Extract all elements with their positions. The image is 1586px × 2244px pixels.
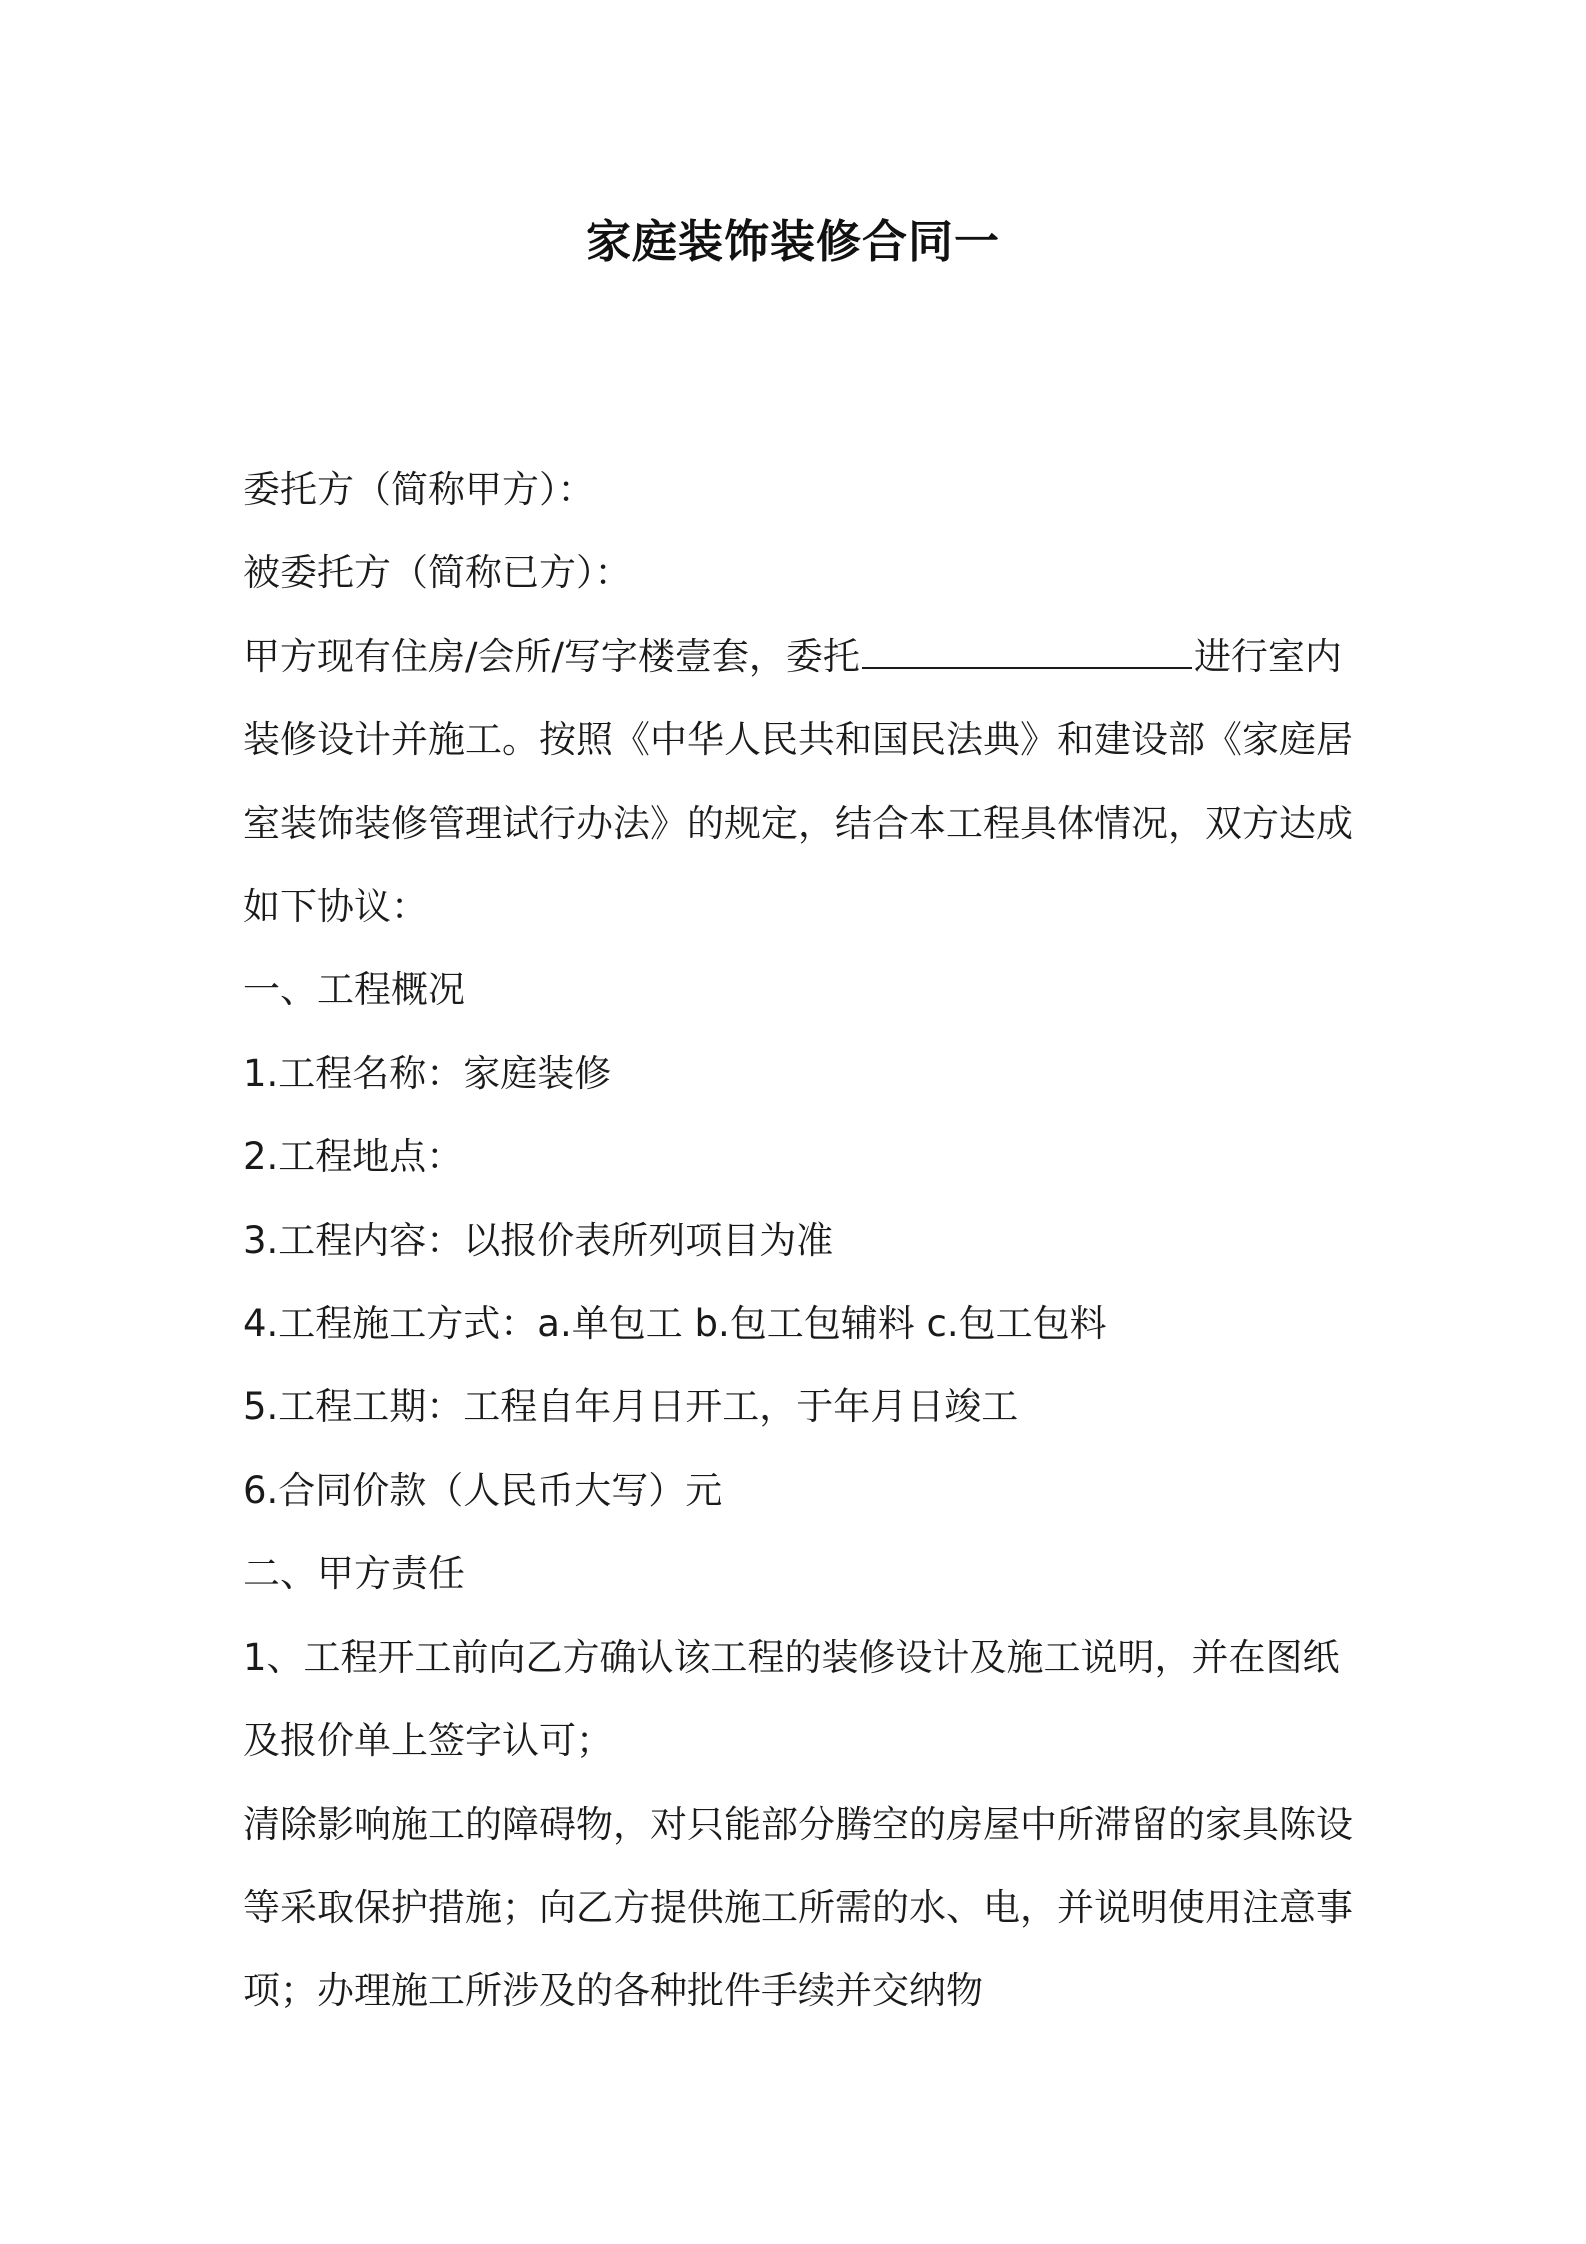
section-heading-party-a-duties: 二、甲方责任 [243,1552,465,1596]
clause-project-name: 1.工程名称：家庭装修 [243,1051,612,1095]
contractor-blank [862,637,1192,669]
clause-project-location: 2.工程地点： [243,1135,464,1179]
entrust-text-post: 进行室内 [1193,634,1342,678]
paragraph-line: 项；办理施工所涉及的各种批件手续并交纳物 [243,1969,983,2013]
clause-project-content: 3.工程内容：以报价表所列项目为准 [243,1218,834,1262]
clause-construction-method: 4.工程施工方式：a.单包工 b.包工包辅料 c.包工包料 [243,1302,1107,1346]
document-title: 家庭装饰装修合同一 [585,215,1000,268]
section-heading-overview: 一、工程概况 [243,968,465,1012]
party-a-line: 委托方（简称甲方）： [243,468,595,511]
paragraph-line: 如下协议： [243,885,428,929]
paragraph-line: 及报价单上签字认可； [243,1719,613,1763]
paragraph-line: 1、工程开工前向乙方确认该工程的装修设计及施工说明，并在图纸 [243,1635,1340,1679]
paragraph-line: 装修设计并施工。按照《中华人民共和国民法典》和建设部《家庭居 [243,718,1353,762]
entrust-text-pre: 甲方现有住房/会所/写字楼壹套，委托 [243,634,860,678]
clause-contract-price: 6.合同价款（人民币大写）元 [243,1468,723,1512]
party-b-line: 被委托方（简称已方）： [243,551,632,595]
contract-body [243,448,1355,2033]
clause-project-period: 5.工程工期：工程自年月日开工，于年月日竣工 [243,1385,1019,1429]
paragraph-line: 等采取保护措施；向乙方提供施工所需的水、电，并说明使用注意事 [243,1885,1353,1929]
entrust-line [243,615,1355,698]
paragraph-line: 室装饰装修管理试行办法》的规定，结合本工程具体情况，双方达成 [243,801,1353,845]
paragraph-line: 清除影响施工的障碍物，对只能部分腾空的房屋中所滞留的家具陈设 [243,1802,1353,1846]
